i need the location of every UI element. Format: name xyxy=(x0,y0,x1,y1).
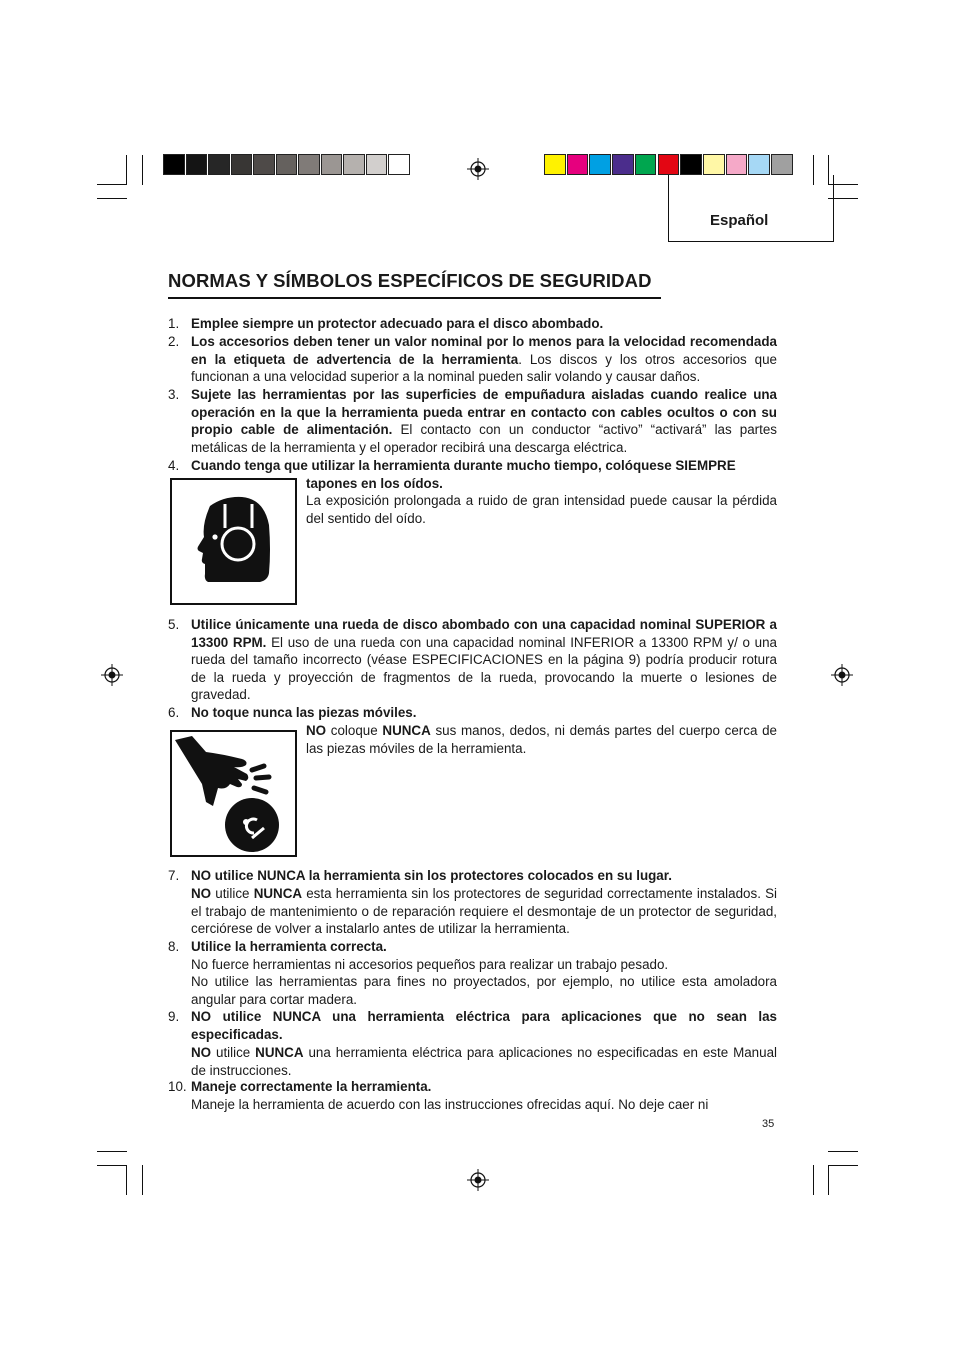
item-number: 7. xyxy=(168,868,180,883)
emphasis: NO xyxy=(191,1045,212,1060)
color-swatch xyxy=(388,154,410,175)
text-run: esta herramienta sin los protectores de seguridad correctamente instalados. Si el trabajo de mantenimiento o de reparación requiere el desmontaje de un protector de seguridad, cerciórese de volver a instalarlo antes de utilizar la herramienta. xyxy=(191,886,777,937)
item-number: 10. xyxy=(168,1079,187,1094)
section-title: NORMAS Y SÍMBOLOS ESPECÍFICOS DE SEGURIDAD xyxy=(168,270,652,291)
list-item xyxy=(191,386,777,456)
color-swatch xyxy=(208,154,230,175)
item-text: El contacto con un conductor “activo” “activará” las partes metálicas de la herramienta y el operador recibirá una descarga eléctrica. xyxy=(191,422,777,455)
item-heading: Cuando tenga que utilizar la herramienta durante mucho tiempo, colóquese SIEMPRE xyxy=(191,458,736,473)
item-heading: No toque nunca las piezas móviles. xyxy=(191,705,417,720)
color-swatch xyxy=(231,154,253,175)
item-number: 2. xyxy=(168,334,180,349)
color-swatch xyxy=(366,154,388,175)
item-text: . Los discos y los otros accesorios que funcionan a una velocidad superior a la nominal pueden salir volando y causar daños. xyxy=(191,351,777,385)
list-item xyxy=(191,315,777,333)
item-text xyxy=(191,885,777,938)
list-item xyxy=(191,333,777,386)
color-swatch xyxy=(703,154,725,175)
item-heading: NO utilice NUNCA una herramienta eléctrica para aplicaciones que no sean las especificadas. xyxy=(191,1009,777,1042)
color-swatch xyxy=(544,154,566,175)
emphasis: NO xyxy=(191,886,212,901)
item-heading: Maneje correctamente la herramienta. xyxy=(191,1079,432,1094)
item-heading: Utilice únicamente una rueda de disco abombado con una capacidad nominal SUPERIOR a 13300 RPM. xyxy=(191,617,777,650)
item-number: 5. xyxy=(168,617,180,632)
emphasis: NUNCA xyxy=(382,723,431,738)
text-run: utilice xyxy=(211,886,254,901)
color-swatch xyxy=(680,154,702,175)
language-tab xyxy=(668,175,834,242)
crop-mark xyxy=(142,155,143,185)
list-item xyxy=(191,616,777,704)
item-number: 8. xyxy=(168,939,180,954)
color-swatch xyxy=(343,154,365,175)
registration-target-icon xyxy=(101,664,123,686)
item-heading: Sujete las herramientas por las superficies de empuñadura aisladas cuando realice una operación en la que la herramienta pueda entrar en contacto con cables ocultos o con su propio cable de alimentación. xyxy=(191,387,777,438)
item-text: El uso de una rueda con una capacidad nominal INFERIOR a 13300 RPM y/ o una rueda del tamaño incorrecto (véase ESPECIFICACIONES en la página 9) podría producir rotura de la rueda y proyección de fragmentos de la rueda, provocando la muerte o lesiones de gravedad. xyxy=(191,634,777,703)
item-number: 4. xyxy=(168,458,180,473)
page-number: 35 xyxy=(762,1118,775,1130)
item-heading: Los accesorios deben tener un valor nominal por lo menos para la velocidad recomendada en la etiqueta de advertencia de la herramienta xyxy=(191,334,777,367)
item-number: 3. xyxy=(168,387,180,402)
item-text: No utilice las herramientas para fines no proyectados, por ejemplo, no utilice esta amoladora angular para cortar madera. xyxy=(191,974,777,1007)
ear-protection-icon xyxy=(172,480,295,603)
crop-mark xyxy=(97,184,127,185)
text-run: utilice xyxy=(211,1045,256,1060)
text-run: sus manos, dedos, ni demás partes del cuerpo cerca de las piezas móviles de la herramienta. xyxy=(306,723,777,756)
hand-moving-parts-icon xyxy=(172,732,295,855)
color-swatch xyxy=(771,154,793,175)
crop-mark xyxy=(126,155,127,185)
color-swatch xyxy=(635,154,657,175)
item-text xyxy=(306,722,777,757)
crop-mark xyxy=(828,1165,858,1166)
color-swatch xyxy=(658,154,680,175)
color-swatch xyxy=(589,154,611,175)
language-label: Español xyxy=(710,212,769,229)
title-underline xyxy=(168,297,661,299)
crop-mark xyxy=(142,1165,143,1195)
emphasis: NUNCA xyxy=(255,1045,304,1060)
color-swatch xyxy=(163,154,185,175)
item-heading-cont: tapones en los oídos. xyxy=(306,476,443,491)
item-text: No fuerce herramientas ni accesorios pequeños para realizar un trabajo pesado. xyxy=(191,957,669,972)
color-swatch xyxy=(612,154,634,175)
hand-moving-parts-icon xyxy=(170,730,297,857)
color-swatch xyxy=(321,154,343,175)
registration-target-icon xyxy=(831,664,853,686)
item-text: Maneje la herramienta de acuerdo con las instrucciones ofrecidas aquí. No deje caer ni xyxy=(191,1097,709,1112)
text-run: una herramienta eléctrica para aplicaciones no especificadas en este Manual de instrucciones. xyxy=(191,1045,777,1078)
emphasis: NO xyxy=(306,723,327,738)
item-heading: Utilice la herramienta correcta. xyxy=(191,939,387,954)
item-heading: NO utilice NUNCA la herramienta sin los protectores colocados en su lugar. xyxy=(191,868,672,883)
color-swatch xyxy=(298,154,320,175)
crop-mark xyxy=(813,1165,814,1195)
item-text xyxy=(191,1044,777,1079)
color-swatch xyxy=(726,154,748,175)
color-swatch xyxy=(748,154,770,175)
color-swatch xyxy=(567,154,589,175)
registration-target-icon xyxy=(467,1169,489,1191)
crop-mark xyxy=(97,1151,127,1152)
crop-mark xyxy=(126,1165,127,1195)
item-number: 6. xyxy=(168,705,180,720)
crop-mark xyxy=(97,198,127,199)
ear-protection-icon xyxy=(170,478,297,605)
item-number: 9. xyxy=(168,1009,180,1024)
item-text: La exposición prolongada a ruido de gran intensidad puede causar la pérdida del sentido del oído. xyxy=(306,493,777,526)
color-swatch xyxy=(253,154,275,175)
crop-mark xyxy=(828,1165,829,1195)
crop-mark xyxy=(828,1151,858,1152)
text-run: coloque xyxy=(326,723,383,738)
crop-mark xyxy=(97,1165,127,1166)
registration-target-icon xyxy=(467,158,489,180)
emphasis: NUNCA xyxy=(253,886,303,901)
color-swatch xyxy=(186,154,208,175)
color-swatch xyxy=(276,154,298,175)
item-number: 1. xyxy=(168,316,180,331)
item-heading: Emplee siempre un protector adecuado para el disco abombado. xyxy=(191,316,604,331)
